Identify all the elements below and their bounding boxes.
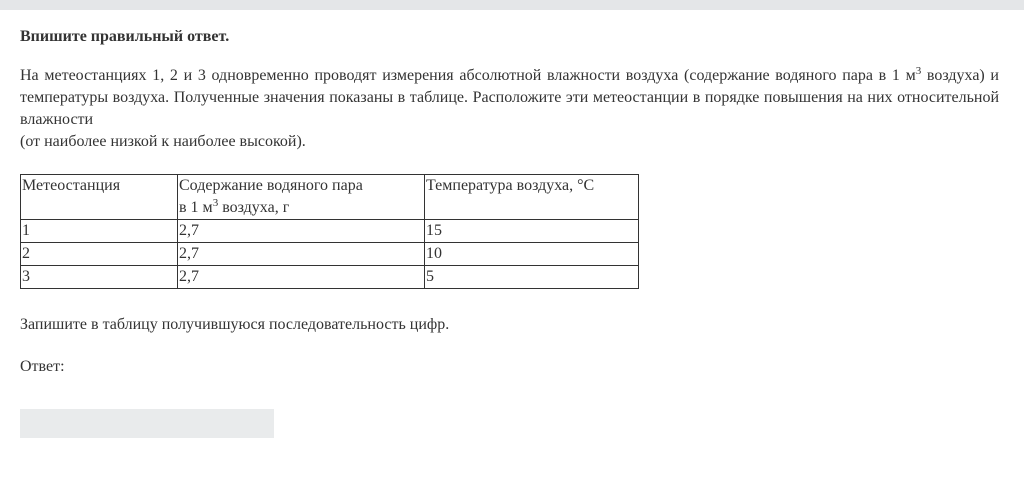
task-text-part1: На метеостанциях 1, 2 и 3 одновременно проводят измерения абсолютной влажности воздуха (содержание водяного пара в 1 м [20, 67, 916, 84]
table-header-row [21, 175, 639, 220]
task-title: Впишите правильный ответ. [20, 28, 230, 45]
cell-vapor: 2,7 [178, 266, 425, 289]
data-table [20, 174, 639, 289]
header-vapor-superscript: 3 [212, 197, 219, 209]
cell-station: 2 [21, 243, 178, 266]
cell-station: 1 [21, 220, 178, 243]
cell-vapor: 2,7 [178, 243, 425, 266]
table-row [21, 266, 639, 289]
cell-temperature: 15 [425, 220, 639, 243]
top-strip [0, 0, 1024, 10]
table-row [21, 220, 639, 243]
header-vapor-line2a: в 1 м [179, 199, 213, 216]
task-paragraph [20, 65, 999, 131]
header-station: Метеостанция [21, 175, 178, 220]
header-vapor [178, 175, 425, 220]
task-paragraph-end: (от наиболее низкой к наиболее высокой). [20, 133, 306, 150]
instruction-text: Запишите в таблицу получившуюся последовательность цифр. [20, 316, 450, 333]
header-vapor-line2b: воздуха, г [218, 199, 290, 216]
table-row [21, 243, 639, 266]
cell-station: 3 [21, 266, 178, 289]
answer-input[interactable] [20, 409, 274, 438]
task-text-part2: воздуха) и температуры воздуха. Полученные значения показаны в таблице. Расположите эти метеостанции в порядке повышения на них относительной влажности [20, 67, 999, 128]
cell-temperature: 10 [425, 243, 639, 266]
header-vapor-line1: Содержание водяного пара [179, 177, 363, 194]
header-temperature: Температура воздуха, °С [425, 175, 639, 220]
task-text-superscript: 3 [915, 65, 922, 77]
cell-vapor: 2,7 [178, 220, 425, 243]
answer-label: Ответ: [20, 358, 65, 375]
task-text [20, 65, 999, 153]
cell-temperature: 5 [425, 266, 639, 289]
